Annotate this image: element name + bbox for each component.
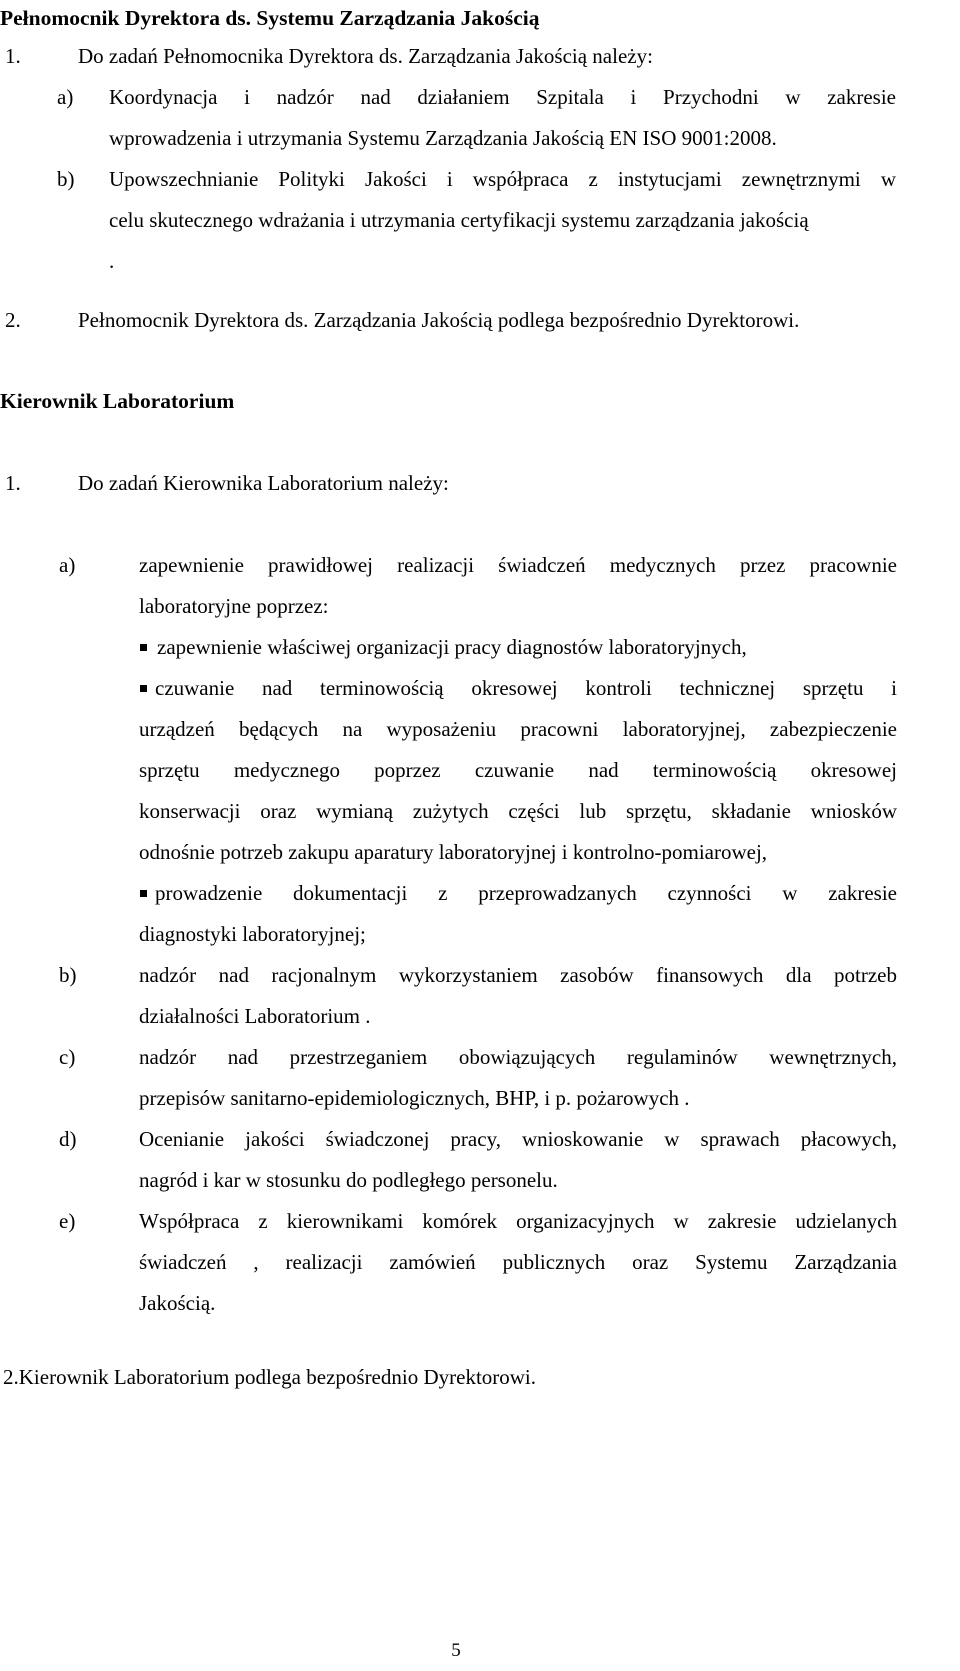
list-item-text-line: przepisów sanitarno-epidemiologicznych, BHP, i p. pożarowych . <box>139 1086 690 1110</box>
list-item-text-line: celu skutecznego wdrażania i utrzymania certyfikacji systemu zarządzania jakością <box>109 208 809 232</box>
bullet-text-line: prowadzenie dokumentacji z przeprowadzanych czynności w zakresie <box>155 881 897 905</box>
bullet-text-line: czuwanie nad terminowością okresowej kontroli technicznej sprzętu i <box>155 676 897 700</box>
list-item-b <box>59 955 897 1037</box>
list-item-a <box>57 77 896 159</box>
list-marker: e) <box>59 1209 76 1233</box>
list-marker: d) <box>59 1127 77 1151</box>
list-item-d <box>59 1119 897 1201</box>
list-item-text-line: . <box>109 249 115 273</box>
list-item-text-line: Jakością. <box>139 1291 216 1315</box>
list-item-text-line: Współpraca z kierownikami komórek organizacyjnych w zakresie udzielanych <box>139 1209 897 1233</box>
paragraph-number: 1. <box>5 471 21 495</box>
list-item-text-line: Ocenianie jakości świadczonej pracy, wnioskowanie w sprawach płacowych, <box>139 1127 897 1151</box>
section-heading-pelnomocnik: Pełnomocnik Dyrektora ds. Systemu Zarządzania Jakością <box>0 6 540 30</box>
bullet-text-line: urządzeń będących na wyposażeniu pracowni laboratoryjnej, zabezpieczenie <box>139 717 897 741</box>
paragraph-text: Do zadań Kierownika Laboratorium należy: <box>78 471 449 495</box>
paragraph-number: 2. <box>5 308 21 332</box>
paragraph-1 <box>5 36 905 77</box>
bullet-text-line: odnośnie potrzeb zakupu aparatury laboratoryjnej i kontrolno-pomiarowej, <box>139 840 768 864</box>
list-item-text-line: nagród i kar w stosunku do podległego personelu. <box>139 1168 558 1192</box>
list-item-text-line: świadczeń , realizacji zamówień publicznych oraz Systemu Zarządzania <box>139 1250 897 1274</box>
page-number: 5 <box>451 1640 461 1661</box>
bullet-item <box>139 668 897 873</box>
bullet-item <box>139 873 897 955</box>
list-kierownik <box>59 545 897 1324</box>
list-item-text-line: działalności Laboratorium . <box>139 1004 371 1028</box>
paragraph-1-lab <box>5 463 905 504</box>
list-item-text-line: Upowszechnianie Polityki Jakości i współpraca z instytucjami zewnętrznymi w <box>109 167 896 191</box>
bullet-text-line: konserwacji oraz wymianą zużytych części lub sprzętu, składanie wniosków <box>139 799 897 823</box>
paragraph-number: 1. <box>5 44 21 68</box>
list-item-text-line: wprowadzenia i utrzymania Systemu Zarządzania Jakością EN ISO 9001:2008. <box>109 126 777 150</box>
list-item-c <box>59 1037 897 1119</box>
list-marker: a) <box>57 85 74 109</box>
list-item-text-line: laboratoryjne poprzez: <box>139 594 329 618</box>
list-item-text-line: Koordynacja i nadzór nad działaniem Szpitala i Przychodni w zakresie <box>109 85 896 109</box>
list-item-text-line: nadzór nad przestrzeganiem obowiązujących regulaminów wewnętrznych, <box>139 1045 897 1069</box>
square-bullet-icon <box>140 644 147 651</box>
paragraph-text: Pełnomocnik Dyrektora ds. Zarządzania Jakością podlega bezpośrednio Dyrektorowi. <box>78 308 800 332</box>
bullet-text-line: diagnostyki laboratoryjnej; <box>139 922 366 946</box>
list-marker: a) <box>59 553 76 577</box>
bullet-text-line: sprzętu medycznego poprzez czuwanie nad terminowością okresowej <box>139 758 897 782</box>
list-item-e <box>59 1201 897 1324</box>
paragraph-2-lab: 2.Kierownik Laboratorium podlega bezpośrednio Dyrektorowi. <box>3 1365 537 1389</box>
list-marker: b) <box>59 963 77 987</box>
list-item-text-line: zapewnienie prawidłowej realizacji świadczeń medycznych przez pracownie <box>139 553 897 577</box>
list-marker: c) <box>59 1045 76 1069</box>
list-item-a <box>59 545 897 955</box>
numbered-paragraph <box>5 36 905 77</box>
paragraph-text: Do zadań Pełnomocnika Dyrektora ds. Zarządzania Jakością należy: <box>78 44 653 68</box>
list-pelnomocnik <box>57 77 896 282</box>
list-marker: b) <box>57 167 75 191</box>
list-item-b <box>57 159 896 282</box>
list-item-text-line: nadzór nad racjonalnym wykorzystaniem zasobów finansowych dla potrzeb <box>139 963 897 987</box>
bullet-text-line: zapewnienie właściwej organizacji pracy diagnostów laboratoryjnych, <box>157 635 747 659</box>
bullet-item <box>139 627 897 668</box>
square-bullet-icon <box>140 685 147 692</box>
square-bullet-icon <box>140 890 147 897</box>
paragraph-2 <box>5 300 905 341</box>
section-heading-kierownik: Kierownik Laboratorium <box>0 389 235 413</box>
